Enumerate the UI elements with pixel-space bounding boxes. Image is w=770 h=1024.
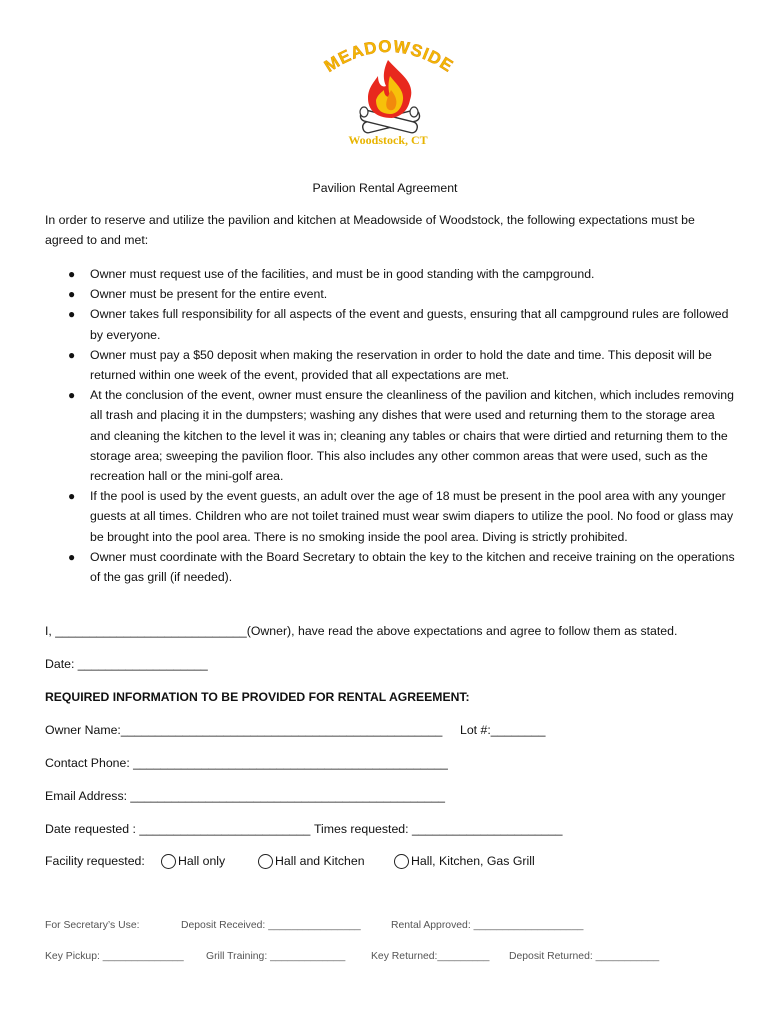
logo-wordmark: MEADOWSIDE [320, 38, 457, 77]
list-item: ● At the conclusion of the event, owner must ensure the cleanliness of the pavilion and kitchen, which includes removing all trash and placing it in the dumpsters; washing any dishes that were used and returning them to the storage area and cleaning the kitchen to the level it was in; cleaning any tables or chairs that were dirtied and returning them to the storage area; sweeping the pavilion floor. This also includes any other common areas that were used, such as the recreation hall or the mini-golf area. [45, 385, 735, 486]
list-item: ● Owner must coordinate with the Board Secretary to obtain the key to the kitchen and receive training on the operations of the gas grill (if needed). [45, 547, 735, 587]
bullet-icon: ● [68, 489, 76, 504]
lot-number-field[interactable]: Lot #:________ [460, 723, 546, 737]
owner-name-field[interactable]: Owner Name:_______________________________________________ [45, 723, 443, 737]
required-info-heading: REQUIRED INFORMATION TO BE PROVIDED FOR RENTAL AGREEMENT: [45, 690, 470, 704]
list-item: ● If the pool is used by the event guests, an adult over the age of 18 must be present in the pool area with any younger guests at all times. Children who are not toilet trained must wear swim diapers to utilize the pool. No food or glass may be brought into the pool area. There is no smoking inside the pool area. Diving is strictly prohibited. [45, 486, 735, 547]
bullet-icon: ● [68, 388, 76, 403]
key-returned-field[interactable]: Key Returned:_________ [371, 951, 490, 962]
key-pickup-field[interactable]: Key Pickup: ______________ [45, 951, 184, 962]
bullet-icon: ● [68, 549, 76, 564]
rental-approved-field[interactable]: Rental Approved: ___________________ [391, 920, 584, 931]
radio-icon[interactable] [258, 854, 273, 869]
expectations-list [45, 264, 735, 587]
bullet-icon: ● [68, 347, 76, 362]
logo-location: Woodstock, CT [348, 133, 428, 147]
contact-phone-field[interactable]: Contact Phone: ______________________________________________ [45, 756, 448, 770]
acknowledgement-line[interactable]: I, ____________________________(Owner), have read the above expectations and agree to follow them as stated. [45, 624, 678, 638]
email-field[interactable]: Email Address: ______________________________________________ [45, 789, 446, 803]
times-requested-field[interactable]: Times requested: ______________________ [314, 822, 563, 836]
intro-paragraph: In order to reserve and utilize the pavilion and kitchen at Meadowside of Woodstock, the following expectations must be agreed to and met: [45, 213, 695, 247]
bullet-icon: ● [68, 307, 76, 322]
grill-training-field[interactable]: Grill Training: _____________ [206, 951, 346, 962]
radio-icon[interactable] [161, 854, 176, 869]
facility-option-hall-kitchen[interactable]: Hall and Kitchen [258, 851, 365, 871]
deposit-received-field[interactable]: Deposit Received: ________________ [181, 920, 361, 931]
list-item: ● Owner must request use of the facilities, and must be in good standing with the campground. [45, 264, 735, 284]
date-line[interactable]: Date: ___________________ [45, 657, 208, 671]
date-requested-field[interactable]: Date requested : _________________________ [45, 822, 311, 836]
document-title: Pavilion Rental Agreement [312, 181, 458, 195]
list-item: ● Owner must pay a $50 deposit when making the reservation in order to hold the date and time. This deposit will be returned within one week of the event, provided that all expectations are met. [45, 345, 735, 385]
radio-icon[interactable] [394, 854, 409, 869]
facility-option-hall-only[interactable]: Hall only [161, 851, 225, 871]
list-item: ● Owner must be present for the entire event. [45, 284, 735, 304]
facility-option-hall-kitchen-grill[interactable]: Hall, Kitchen, Gas Grill [394, 851, 535, 871]
flame-icon [368, 60, 411, 118]
bullet-icon: ● [68, 267, 76, 281]
facility-label: Facility requested: [45, 854, 145, 868]
list-item: ● Owner takes full responsibility for all aspects of the event and guests, ensuring that all campground rules are followed by everyone. [45, 304, 735, 344]
bullet-icon: ● [68, 287, 76, 302]
meadowside-logo [312, 38, 464, 154]
secretary-use-label: For Secretary’s Use: [45, 920, 140, 931]
deposit-returned-field[interactable]: Deposit Returned: ___________ [509, 951, 660, 962]
